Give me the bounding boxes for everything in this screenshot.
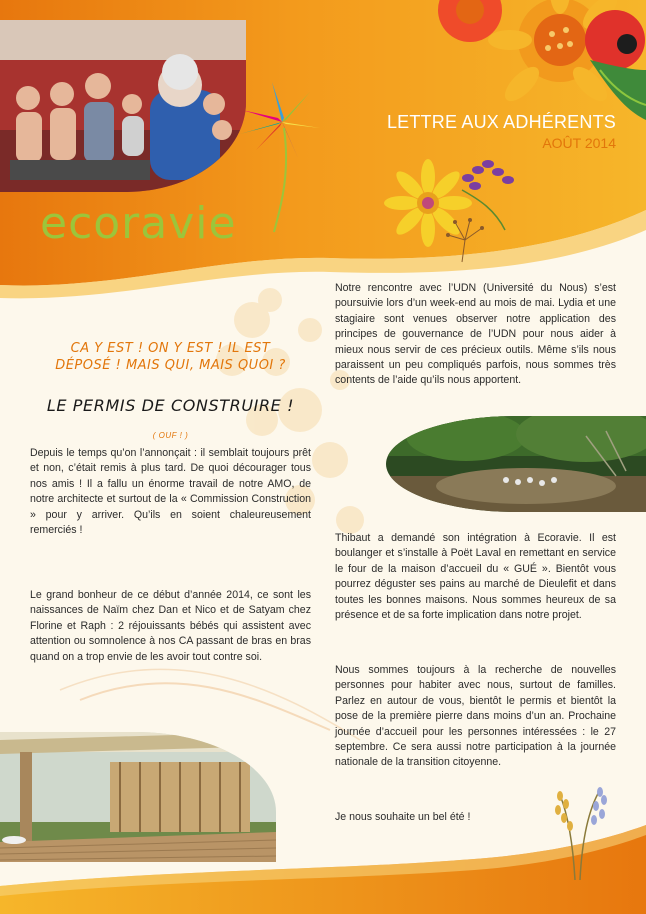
family-photo [0, 20, 246, 192]
paragraph-thibaut: Thibaut a demandé son intégration à Ecoravie. Il est boulanger et s’installe à Poët Laval en remettant en service le four de la maison d’accueil du « GUÉ ». Bientôt vous pourrez déguster ses pains au marché de Dieulefit et dans toutes les bonnes maisons. Nous sommes heureux de sa présence et de sa forte implication dans notre projet. [335, 532, 616, 622]
paragraph-permis: Depuis le temps qu’on l’annonçait : il semblait toujours prêt et non, c’était remis à plus tard. De quoi décourager tous nos amis ! Il a fallu un énorme travail de notre AMO, de notre architecte et surtout de la « Commission Construction » pour y arriver. Qu’ils en soient chaleureusement remerciés ! [30, 447, 311, 537]
paragraph-closing: Je nous souhaite un bel été ! [335, 811, 471, 823]
garden-photo [386, 416, 646, 512]
article-title: LE PERMIS DE CONSTRUIRE ! [46, 396, 295, 415]
headline-line-1: CA Y EST ! ON Y EST ! IL EST [70, 341, 271, 356]
paragraph-naissances: Le grand bonheur de ce début d’année 2014, ce sont les naissances de Naïm chez Dan et Nico et de Satyam chez Florine et Raph : 2 réjouissants bébés qui assistent avec attention ou somnolence à nos CA passant de bras en bras quand on a trop envie de les avoir tout contre soi. [30, 589, 311, 663]
newsletter-title: LETTRE AUX ADHÉRENTS [386, 112, 616, 132]
paragraph-udn: Notre rencontre avec l’UDN (Université du Nous) s’est poursuivie lors d’un week-end au mois de mai. Lydia et une stagiaire sont venues observer notre application des principes de gouvernance de l’UDN pour nous aider à mieux nous servir de ces précieux outils. Même s’ils nous paraissent un peu compliqués parfois, nous sommes très contents de l’aide qu’ils nous apportent. [335, 282, 616, 387]
headline-line-2: DÉPOSÉ ! MAIS QUI, MAIS QUOI ? [55, 358, 286, 373]
paragraph-recherche: Nous sommes toujours à la recherche de nouvelles personnes pour habiter avec nous, surtout de familles. Parlez en autour de vous, bientôt le permis et bientôt la pose de la première pierre dans moins d’un an. Prochaine journée d’accueil pour les personnes intéressées : le 27 septembre. Ce sera aussi notre participation à la journée nationale de la transition citoyenne. [335, 664, 616, 769]
ecoravie-logo: ecoravie [40, 198, 237, 249]
newsletter-date: AOÛT 2014 [542, 135, 616, 151]
headline [30, 340, 311, 374]
article-aside: ( OUF ! ) [152, 431, 189, 440]
